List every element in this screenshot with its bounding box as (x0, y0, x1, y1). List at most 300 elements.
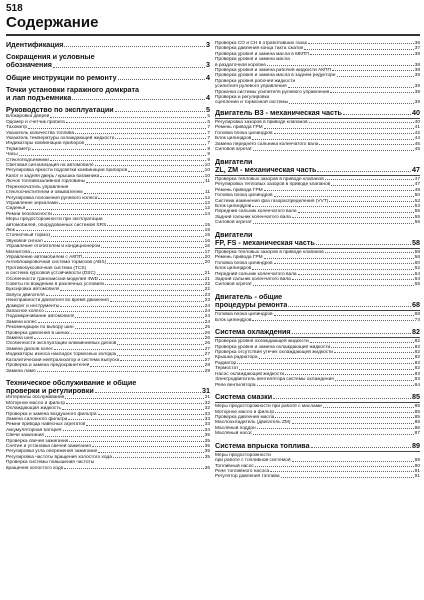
dot-leader (264, 128, 414, 129)
dot-leader (62, 409, 204, 410)
toc-entry-page: 21 (204, 271, 210, 277)
toc-entry-title: Проверка и замена предохранителей (6, 363, 90, 369)
section-underline (215, 337, 420, 338)
toc-entry-title: Система охлаждения (215, 328, 291, 337)
toc-entry-title: Особенности трансмиссии моделей 4WD (6, 276, 99, 282)
toc-entry-title: Моторное масло и фильтр (215, 409, 275, 415)
toc-entry-title: и система курсовой устойчивости (DSC) (6, 271, 96, 277)
toc-entry-title: Проверка уровня и замена охлаждающей жидкости (215, 344, 331, 350)
toc-entry-title: Проверка CO и CH в отработавших газах (215, 41, 308, 46)
toc-entry-page: 24 (204, 303, 210, 309)
dot-leader (257, 428, 414, 429)
toc-entry-page: 58 (414, 249, 420, 255)
dot-leader (51, 236, 203, 237)
toc-entry-page: 11 (205, 179, 210, 185)
dot-leader (31, 252, 204, 253)
dot-leader (95, 392, 201, 393)
toc-entry-page: 83 (414, 377, 420, 383)
toc-entry-page: 5 (206, 106, 210, 115)
dot-leader (330, 92, 413, 93)
toc-entry-title: Проверка уровня и замена масла (215, 57, 290, 63)
toc-entry-title: Двигатель B3 - механическая часть (215, 108, 342, 117)
dot-leader (292, 333, 411, 334)
toc-entry-title: Свечи зажигания (6, 433, 44, 439)
toc-entry-title: Меры предосторожности при работе с маслами (215, 404, 322, 410)
toc-entry-title: Замена колес (6, 319, 37, 325)
toc-entry-title: обозначения (6, 61, 52, 70)
dot-leader (310, 54, 414, 55)
toc-entry-page: 40 (414, 120, 420, 126)
toc-entry-page: 16 (204, 238, 210, 244)
dot-leader (329, 201, 413, 202)
dot-leader (239, 369, 413, 370)
toc-entry-page: 22 (204, 282, 210, 288)
toc-entry-page: 64 (414, 271, 420, 277)
toc-entry-page: 84 (414, 382, 420, 388)
toc-entry-page: 4 (206, 94, 210, 103)
toc-entry-title: Силовой агрегат (215, 220, 252, 226)
toc-entry-page: 45 (414, 141, 420, 147)
dot-leader (105, 284, 203, 285)
toc-section-fuel-injection[interactable] (215, 442, 420, 450)
dot-leader (252, 269, 413, 270)
toc-entry-title: Задний сальник коленчатого вала (215, 277, 291, 283)
toc-entry-page: 24 (204, 319, 210, 325)
toc-entry-page: 36 (414, 41, 420, 46)
toc-entry-page: 5 (207, 114, 210, 120)
dot-leader (253, 434, 413, 435)
dot-leader (274, 133, 414, 134)
dot-leader (50, 160, 206, 161)
toc-entry-title: Блок цилиндров (215, 317, 252, 323)
toc-entry-page: 23 (204, 292, 210, 298)
toc-entry-page: 34 (204, 427, 210, 433)
dot-leader (274, 315, 414, 316)
dot-leader (317, 171, 411, 172)
dot-leader (298, 212, 414, 213)
dot-leader (19, 155, 207, 156)
section-heading-line: Сокращения и условные (6, 52, 95, 62)
toc-section-abbreviations[interactable] (6, 61, 210, 69)
title-divider (6, 34, 420, 36)
dot-leader (75, 133, 206, 134)
toc-section-engine-fp-fs[interactable] (215, 239, 420, 247)
toc-entry-page: 47 (412, 165, 420, 174)
dot-leader (311, 447, 411, 448)
toc-entry-title: Термостат (215, 366, 239, 372)
toc-entry-title: Домкрат и инструменты (6, 303, 60, 309)
dot-leader (86, 425, 203, 426)
toc-entry-title: Проверка уровня охлаждающей жидкости (215, 339, 309, 345)
toc-section-identification[interactable] (6, 41, 210, 49)
dot-leader (252, 139, 413, 140)
dot-leader (337, 76, 414, 77)
toc-entry-title: Охлаждающая жидкость (6, 406, 61, 412)
dot-leader (316, 244, 411, 245)
toc-entry-page: 82 (414, 350, 420, 356)
dot-leader (64, 468, 203, 469)
toc-entry-title: Часы (6, 152, 18, 158)
toc-entry-page: 85 (414, 414, 420, 420)
toc-section-maintenance[interactable] (6, 387, 210, 395)
toc-entry-page: 17 (204, 249, 210, 255)
toc-entry-title: Блок цилиндров (215, 266, 252, 272)
toc-entry-page: 15 (204, 227, 210, 233)
dot-leader (289, 103, 414, 104)
section-heading-line: Двигатели (215, 156, 253, 166)
toc-entry-title: Лючок топливозаливной горловины (6, 179, 86, 185)
toc-entry-page: 15 (204, 222, 210, 228)
toc-entry-page: 45 (414, 147, 420, 153)
dot-leader (38, 322, 204, 323)
toc-entry-page: 39 (414, 84, 420, 90)
dot-leader (288, 87, 414, 88)
toc-entry-page: 23 (204, 298, 210, 304)
toc-entry-page: 38 (414, 68, 420, 74)
toc-entry-title: Проверка тепловых зазоров в приводе клапанов (215, 176, 324, 182)
toc-entry-title: Проверка уровня и замена масла в заднем редукторе (215, 73, 336, 79)
toc-entry-page: 26 (204, 330, 210, 336)
toc-entry-title: Проверка уровня и замена рабочей жидкости АКПП (215, 68, 331, 74)
dot-leader (45, 311, 204, 312)
toc-entry-page: 38 (414, 62, 420, 68)
toc-entry-title: Передний сальник коленчатого вала (215, 271, 297, 277)
toc-entry-title: Крышка радиатора (215, 355, 258, 361)
toc-entry-page: 89 (414, 458, 420, 464)
section-heading-line: Техническое обслуживание и общие (6, 377, 137, 387)
section-heading-line: Точки установки гаражного домкрата (6, 84, 139, 94)
toc-entry-page: 6 (207, 119, 210, 125)
toc-entry-title: Система смазки (215, 392, 273, 401)
toc-entry-title: Неисправности двигателя во время движения (6, 298, 109, 304)
toc-entry-page: 35 (204, 454, 210, 460)
toc-entry-title: Блокировка дверей (6, 114, 50, 120)
toc-entry-page: 39 (414, 100, 420, 106)
dot-leader (37, 371, 204, 372)
toc-entry-title: Меры предосторожности при эксплуатации (6, 217, 103, 223)
toc-right-column (215, 41, 420, 480)
page-title: Содержание (6, 14, 99, 31)
dot-leader (69, 441, 203, 442)
dot-leader (32, 149, 207, 150)
section-underline (215, 175, 420, 176)
toc-entry-page: 56 (414, 220, 420, 226)
dot-leader (343, 114, 411, 115)
toc-entry-page: 74 (414, 317, 420, 323)
dot-leader (75, 317, 203, 318)
toc-section-general-instructions[interactable] (6, 74, 210, 82)
toc-entry-title: Запуск двигателя (6, 292, 45, 298)
toc-entry-page: 10 (204, 163, 210, 169)
dot-leader (100, 176, 203, 177)
toc-entry-page: 20 (204, 254, 210, 260)
toc-entry-page: 28 (204, 363, 210, 369)
toc-entry-title: в раздаточной коробке (215, 62, 266, 68)
toc-entry-title: Аккумуляторная батарея (6, 427, 62, 433)
toc-entry-page: 85 (414, 420, 420, 426)
toc-section-jack-points[interactable] (6, 94, 210, 102)
toc-entry-title: Индикаторы износа накладок тормозных колодок (6, 352, 117, 358)
toc-entry-title: Проверка отсутствия утечек охлаждающей жидкости (215, 350, 333, 356)
toc-entry-page: 24 (204, 314, 210, 320)
toc-entry-page: 35 (204, 443, 210, 449)
toc-entry-title: Проверка давления масла (215, 414, 275, 420)
toc-entry-page: 87 (414, 431, 420, 437)
dot-leader (86, 182, 204, 183)
toc-entry-title: Указатель количества топлива (6, 130, 75, 136)
dot-leader (264, 190, 414, 191)
toc-entry-title: Меры предосторожности (215, 452, 271, 458)
toc-entry-title: Противобуксовочная система (TCS) (6, 265, 87, 271)
dot-leader (65, 398, 203, 399)
dot-leader (98, 452, 203, 453)
toc-entry-page: 12 (204, 195, 210, 201)
toc-entry-page: 85 (414, 404, 420, 410)
dot-leader (267, 65, 414, 66)
toc-entry-title: Проверка и регулировка (215, 95, 270, 101)
toc-entry-page: 35 (204, 438, 210, 444)
toc-entry-title: автомобилей, оборудованных системой SRS (6, 222, 107, 228)
toc-entry-page: 14 (204, 211, 210, 217)
dot-leader (53, 214, 204, 215)
dot-leader (54, 349, 203, 350)
toc-entry-title: Переключатель управления (6, 184, 69, 190)
toc-entry-title: Руководство по эксплуатации (6, 106, 114, 115)
dot-leader (275, 412, 414, 413)
toc-entry-page: 11 (205, 190, 210, 196)
dot-leader (26, 209, 203, 210)
dot-leader (60, 290, 203, 291)
toc-entry-title: Блок цилиндров (215, 203, 252, 209)
toc-subentry[interactable] (6, 466, 210, 471)
toc-entry-page: 32 (204, 400, 210, 406)
toc-entry-title: проверки и регулировки (6, 387, 94, 396)
toc-entry-title: Замена шин (6, 336, 34, 342)
toc-entry-page: 33 (204, 422, 210, 428)
dot-leader (310, 342, 414, 343)
toc-entry-page: 48 (414, 187, 420, 193)
toc-entry-page: 15 (204, 233, 210, 239)
toc-entry-title: Блок цилиндров (215, 136, 252, 142)
toc-entry-page: 29 (204, 368, 210, 374)
dot-leader (332, 70, 414, 71)
toc-entry-title: стеклоочистителем и омывателем (6, 190, 83, 196)
toc-subentry[interactable] (215, 474, 420, 479)
dot-leader (118, 79, 205, 80)
toc-entry-page: 83 (414, 371, 420, 377)
toc-entry-title: Замена салонного фильтра (6, 416, 68, 422)
toc-entry-title: Регулировка положения рулевого колеса (6, 195, 98, 201)
toc-entry-title: Управление автомобилем с АКПП (6, 254, 83, 260)
toc-entry-title: вращения холостого хода (6, 465, 64, 471)
toc-entry-title: Силовой агрегат (215, 147, 252, 153)
toc-entry-title: Управление зеркалами (6, 200, 58, 206)
toc-entry-page: 20 (204, 260, 210, 266)
dot-leader (304, 49, 413, 50)
toc-entry-title: Регулировка тепловых зазоров в приводе клапанов (215, 182, 331, 188)
toc-section-engine-zl-zm[interactable] (215, 166, 420, 174)
toc-entry-page: 12 (204, 200, 210, 206)
toc-entry-title: Радиатор (215, 360, 237, 366)
toc-entry-title: Реле вентилятора (215, 382, 256, 388)
dot-leader (120, 360, 203, 361)
toc-entry-title: Проверка свечей зажигания (6, 438, 69, 444)
toc-entry-page: 42 (414, 130, 420, 136)
toc-entry-page: 22 (204, 287, 210, 293)
toc-entry-title: Проверка и замена воздушного фильтра (6, 411, 97, 417)
toc-entry-page: 37 (414, 46, 420, 52)
toc-entry-page: 21 (204, 276, 210, 282)
toc-entry-page: 82 (414, 344, 420, 350)
dot-leader (97, 274, 204, 275)
toc-entry-title: Головка блока цилиндров (215, 312, 273, 318)
dot-leader (64, 46, 205, 47)
dot-leader (252, 320, 413, 321)
toc-section-operation-manual[interactable] (6, 106, 210, 114)
toc-entry-page: 55 (414, 209, 420, 215)
section-underline (215, 451, 420, 452)
toc-entry-title: Регулировка угла опережения зажигания (6, 449, 98, 455)
toc-entry-title: Регулятор давления топлива (215, 474, 280, 480)
toc-entry-title: Указатель температуры охлаждающей жидкости (6, 136, 115, 142)
toc-entry-title: Моторное масло и фильтр (6, 400, 66, 406)
toc-entry-page: 9 (207, 152, 210, 158)
toc-entry-title: Замена дисков колес (6, 346, 54, 352)
dot-leader (319, 144, 413, 145)
toc-entry-title: Проверка уровня и замена масла в МКПП (215, 51, 309, 57)
toc-entry-title: Силовой агрегат (215, 282, 252, 288)
toc-entry-page: 89 (412, 441, 420, 450)
toc-entry-title: Задний сальник коленчатого вала (215, 214, 291, 220)
dot-leader (50, 117, 206, 118)
toc-section-engine-b3[interactable] (215, 109, 420, 117)
toc-entry-title: Световая сигнализация на автомобиле (6, 163, 94, 169)
toc-entry-page: 82 (414, 355, 420, 361)
toc-entry-title: Реле топливного насоса (215, 468, 270, 474)
dot-leader (63, 430, 204, 431)
toc-entry-title: Передний сальник коленчатого вала (215, 209, 297, 215)
toc-entry-page: 35 (204, 449, 210, 455)
toc-entry-title: Управление отопителем и кондиционером (6, 244, 101, 250)
toc-entry-title: сцепления и тормозной системы (215, 100, 289, 106)
toc-entry-title: Советы по вождению в различных условиях (6, 282, 105, 288)
toc-entry-title: Особенности эксплуатации алюминиевых дисков (6, 341, 117, 347)
dot-leader (308, 43, 414, 44)
toc-entry-page: 27 (204, 357, 210, 363)
dot-leader (274, 263, 414, 264)
toc-entry-title: Люк (6, 227, 15, 233)
dot-leader (72, 99, 205, 100)
toc-entry-page: 86 (414, 425, 420, 431)
toc-entry-page: 36 (204, 465, 210, 471)
toc-entry-page: 10 (204, 173, 210, 179)
toc-entry-page: 85 (412, 392, 420, 401)
toc-entry-page: 44 (414, 136, 420, 142)
toc-section-cooling[interactable] (215, 328, 420, 336)
dot-leader (264, 258, 414, 259)
toc-entry-title: Ремень привода ГРМ (215, 187, 263, 193)
toc-entry-page: 40 (412, 108, 420, 117)
toc-entry-page: 58 (412, 238, 420, 247)
toc-entry-page: 82 (412, 328, 420, 337)
dot-leader (101, 247, 203, 248)
dot-leader (259, 358, 414, 359)
dot-leader (117, 355, 204, 356)
dot-leader (59, 203, 204, 204)
toc-entry-page: 41 (414, 125, 420, 131)
toc-entry-title: Система изменения фаз газораспределения (VVT) (215, 198, 329, 204)
toc-entry-page: 7 (207, 130, 210, 136)
dot-leader (335, 380, 414, 381)
dot-leader (53, 67, 205, 68)
dot-leader (275, 417, 413, 418)
toc-entry-title: Капот и задняя дверь / крышка багажника (6, 173, 100, 179)
toc-entry-page: 26 (204, 341, 210, 347)
toc-section-lubrication[interactable] (215, 393, 420, 401)
toc-entry-page: 65 (414, 282, 420, 288)
toc-entry-title: Замена ламп (6, 368, 36, 374)
toc-entry-title: FP, FS - механическая часть (215, 238, 315, 247)
toc-entry-title: Интервалы обслуживания (6, 395, 65, 401)
toc-entry-page: 3 (206, 41, 210, 49)
dot-leader (292, 461, 414, 462)
toc-entry-title: Ремни безопасности (6, 211, 52, 217)
toc-entry-title: Насос охлаждающей жидкости (215, 371, 285, 377)
dot-leader (255, 466, 414, 467)
dot-leader (288, 306, 411, 307)
dot-leader (252, 206, 413, 207)
toc-entry-page: 62 (414, 266, 420, 272)
dot-leader (75, 328, 204, 329)
dot-leader (323, 407, 414, 408)
toc-entry-page: 35 (204, 433, 210, 439)
dot-leader (237, 363, 413, 364)
toc-section-engine-general[interactable] (215, 301, 420, 309)
toc-entry-page: 7 (207, 136, 210, 142)
toc-entry-title: Магнитола (6, 249, 30, 255)
section-underline (215, 402, 420, 403)
toc-entry-page: 82 (414, 339, 420, 345)
toc-entry-title: Стеклоподъемники (6, 157, 49, 163)
toc-entry-page: 58 (414, 255, 420, 261)
toc-entry-title: Система впрыска топлива (215, 441, 310, 450)
toc-entry-title: Сиденья (6, 206, 26, 212)
dot-leader (257, 385, 414, 386)
section-underline (215, 248, 420, 249)
dot-leader (110, 301, 204, 302)
toc-entry-page: 55 (414, 214, 420, 220)
dot-leader (92, 446, 204, 447)
dot-leader (16, 230, 204, 231)
toc-entry-page: 68 (412, 301, 420, 310)
toc-entry-page: 7 (207, 125, 210, 131)
toc-entry-title: при работе с топливной системой (215, 458, 291, 464)
toc-entry-page: 64 (414, 277, 420, 283)
toc-entry-title: Антиблокировочная система тормозов (ABS) (6, 260, 107, 266)
toc-entry-title: Электродвигатель вентилятора системы охлаждения (215, 377, 334, 383)
dot-leader (309, 122, 414, 123)
toc-entry-page: 16 (204, 244, 210, 250)
toc-entry-title: Индикаторы комбинации приборов (6, 141, 85, 147)
toc-entry-title: и лап подъемника (6, 94, 72, 103)
section-heading-line: Двигатели (215, 229, 253, 239)
toc-entry-title: Проверка уровня рабочей жидкости (215, 78, 296, 84)
dot-leader (281, 477, 414, 478)
toc-entry-page: 82 (414, 360, 420, 366)
toc-entry-page: 24 (204, 309, 210, 315)
toc-entry-page: 91 (414, 474, 420, 480)
dot-leader (285, 374, 414, 375)
